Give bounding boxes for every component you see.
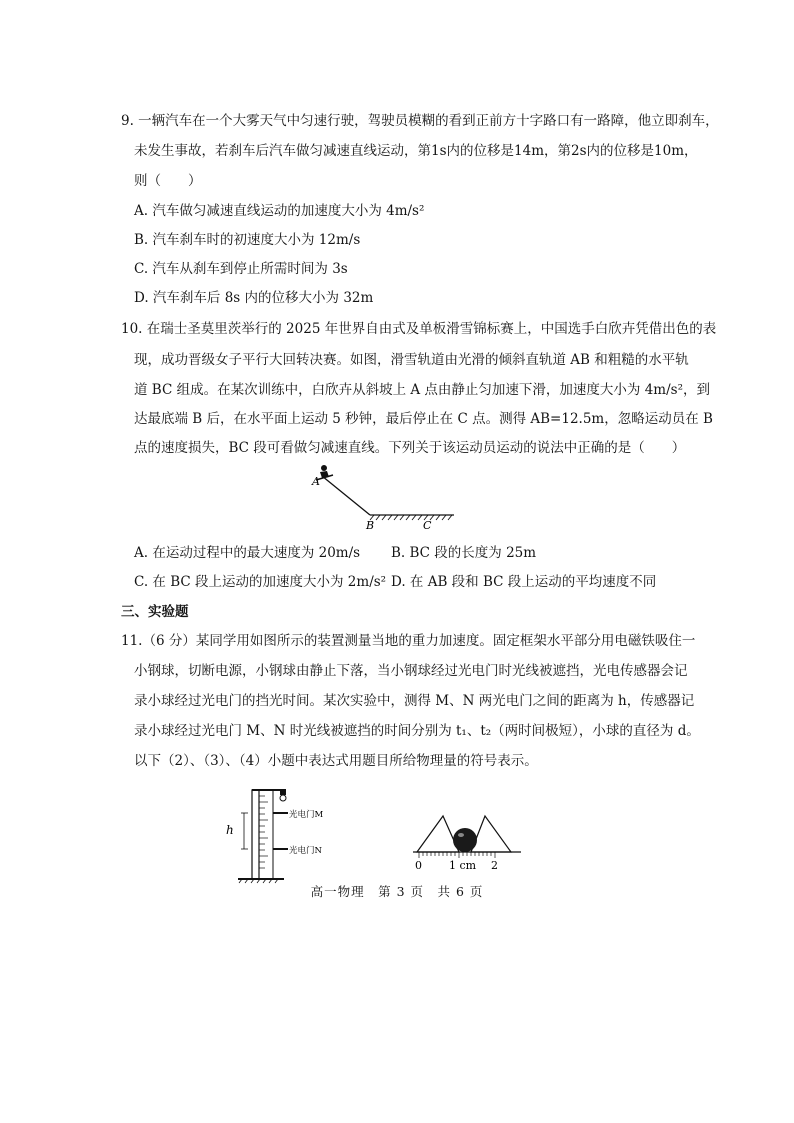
- gate-n-label: 光电门N: [289, 846, 322, 856]
- q10-option-c: C. 在 BC 段上运动的加速度大小为 2m/s²: [134, 574, 387, 590]
- q9-option-c: C. 汽车从刹车到停止所需时间为 3s: [134, 261, 348, 277]
- ruler-tick-0: 0: [415, 859, 422, 872]
- q9-option-a: A. 汽车做匀减速直线运动的加速度大小为 4m/s²: [134, 203, 425, 219]
- q11-stem-line-4: 录小球经过光电门 M、N 时光线被遮挡的时间分别为 t₁、t₂（两时间极短），小球的直径为 d。: [134, 723, 700, 739]
- q10-stem-line-4: 达最底端 B 后，在水平面上运动 5 秒钟，最后停止在 C 点。测得 AB=12.5m，忽略运动员在 B: [134, 411, 713, 427]
- q9-option-b: B. 汽车刹车时的初速度大小为 12m/s: [134, 232, 361, 248]
- section-title-experiment: 三、实验题: [121, 604, 189, 620]
- q9-stem-line-3: 则（ ）: [134, 173, 202, 189]
- q11-stem-line-3: 录小球经过光电门的挡光时间。某次实验中，测得 M、N 两光电门之间的距离为 h，传感器记: [134, 693, 695, 709]
- q9-stem-line-2: 未发生事故，若刹车后汽车做匀减速直线运动，第1s内的位移是14m，第2s内的位移是10m，: [134, 143, 698, 159]
- q10-stem-line-2: 现，成功晋级女子平行大回转决赛。如图，滑雪轨道由光滑的倾斜直轨道 AB 和粗糙的水平轨: [134, 352, 689, 368]
- point-c-label: C: [423, 519, 432, 532]
- q10-stem-line-5: 点的速度损失，BC 段可看做匀减速直线。下列关于该运动员运动的说法中正确的是（ ）: [134, 440, 686, 456]
- distance-h-label: h: [226, 823, 234, 837]
- q9-option-d: D. 汽车刹车后 8s 内的位移大小为 32m: [134, 290, 374, 306]
- q10-stem-line-1: 10. 在瑞士圣莫里茨举行的 2025 年世界自由式及单板滑雪锦标赛上，中国选手白欣卉凭借出色的表: [121, 321, 717, 337]
- q9-stem-line-1: 9. 一辆汽车在一个大雾天气中匀速行驶，驾驶员模糊的看到正前方十字路口有一路障，他立即刹车，: [121, 113, 719, 129]
- ground-hatching: [370, 515, 452, 520]
- page-footer: 高一物理 第 3 页 共 6 页: [310, 884, 484, 899]
- photogate-apparatus-figure: [222, 776, 342, 884]
- ball-icon: [453, 828, 477, 852]
- q11-stem-line-1: 11.（6 分）某同学用如图所示的装置测量当地的重力加速度。固定框架水平部分用电磁铁吸住一: [121, 633, 696, 649]
- ball-diameter-ruler-figure: [405, 806, 527, 876]
- q10-option-d: D. 在 AB 段和 BC 段上运动的平均速度不同: [391, 574, 657, 590]
- ruler-tick-2: 2: [491, 859, 498, 872]
- q11-stem-line-2: 小钢球，切断电源，小钢球由静止下落，当小钢球经过光电门时光线被遮挡，光电传感器会记: [134, 663, 688, 679]
- gate-m-label: 光电门M: [289, 810, 324, 820]
- ski-track-figure: [300, 463, 470, 535]
- q10-option-a: A. 在运动过程中的最大速度为 20m/s: [134, 545, 361, 561]
- point-b-label: B: [366, 519, 375, 532]
- ruler-tick-1cm: 1 cm: [449, 859, 477, 872]
- q10-option-b: B. BC 段的长度为 25m: [391, 545, 537, 561]
- point-a-label: A: [312, 475, 320, 488]
- slope-ab: [322, 476, 370, 515]
- q10-stem-line-3: 道 BC 组成。在某次训练中，白欣卉从斜坡上 A 点由静止匀加速下滑，加速度大小为 4m/s²，到: [134, 382, 710, 398]
- q11-stem-line-5: 以下（2）、（3）、（4）小题中表达式用题目所给物理量的符号表示。: [134, 753, 538, 769]
- steel-ball-icon: [280, 795, 286, 801]
